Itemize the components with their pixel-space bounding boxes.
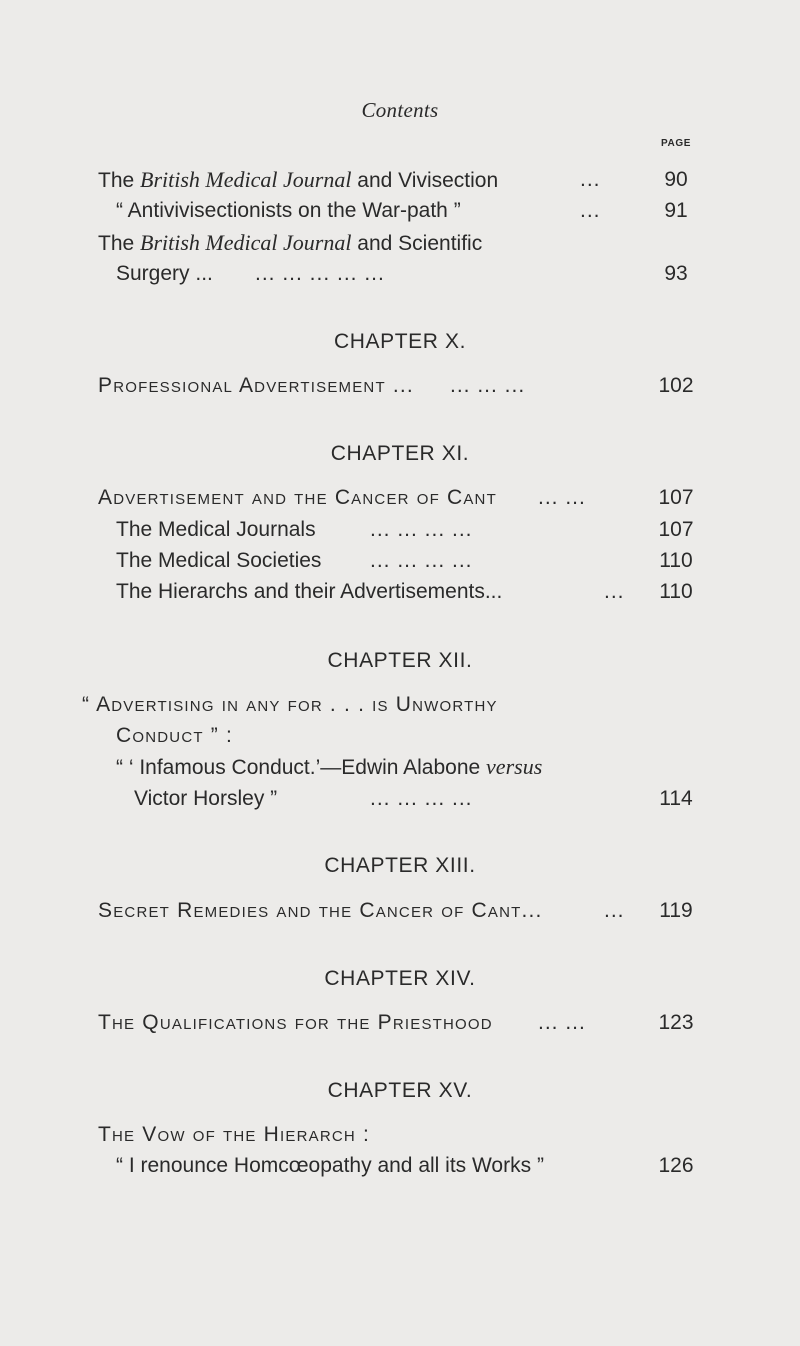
running-head: Contents	[361, 98, 439, 122]
page-number: 107	[658, 486, 694, 509]
leader-dots: ...	[580, 168, 601, 191]
toc-entry-qualifications-priesthood: The Qualifications for the Priesthood	[98, 1011, 493, 1034]
toc-entry-medical-societies: The Medical Societies	[116, 549, 322, 572]
toc-entry-surgery: Surgery ...	[116, 262, 213, 285]
page-number: 93	[664, 262, 688, 285]
chapter-heading-xiii: CHAPTER XIII.	[324, 854, 476, 877]
page-number: 107	[658, 518, 694, 541]
page-number: 123	[658, 1011, 694, 1034]
toc-entry-professional-advertisement: Professional Advertisement ...	[98, 374, 414, 397]
page-number: 102	[658, 374, 694, 397]
leader-dots: ... ...	[538, 486, 586, 509]
page-column-label: PAGE	[661, 138, 691, 149]
toc-entry-bmj-surgery	[98, 230, 482, 257]
entry-text: and Scientific	[351, 232, 483, 255]
toc-entry-antivivisectionists: “ Antivivisectionists on the War-path ”	[116, 199, 461, 222]
leader-dots: ...	[604, 899, 625, 922]
toc-entry-advertisement-cancer: Advertisement and the Cancer of Cant	[98, 486, 497, 509]
toc-entry-conduct: Conduct ” :	[116, 724, 234, 747]
leader-dots: ... ...	[538, 1011, 586, 1034]
toc-entry-renounce-homoeopathy: “ I renounce Homcœopathy and all its Works ”	[116, 1154, 544, 1177]
entry-italic-word: versus	[486, 754, 543, 779]
chapter-heading-x: CHAPTER X.	[333, 330, 467, 353]
toc-entry-advertising-unworthy: “ Advertising in any for . . . is Unworthy	[82, 693, 498, 716]
leader-dots: ...	[604, 580, 625, 603]
page-number: 110	[659, 580, 693, 603]
chapter-heading-xii: CHAPTER XII.	[327, 649, 473, 672]
page-number: 90	[664, 168, 688, 191]
entry-text: The	[98, 232, 141, 255]
entry-text: The	[98, 169, 141, 192]
leader-dots: ... ... ...	[450, 374, 526, 397]
toc-entry-bmj-vivisection	[98, 167, 498, 194]
leader-dots: ... ... ... ...	[370, 549, 473, 572]
toc-entry-hierarchs-advertisements: The Hierarchs and their Advertisements...	[116, 580, 503, 603]
page-number: 91	[664, 199, 688, 222]
page-number: 110	[659, 549, 693, 572]
chapter-heading-xv: CHAPTER XV.	[327, 1079, 473, 1102]
entry-italic-title: British Medical Journal	[140, 167, 352, 192]
entry-italic-title: British Medical Journal	[140, 230, 352, 255]
page-number: 126	[658, 1154, 694, 1177]
entry-text: and Vivisection	[351, 169, 499, 192]
chapter-heading-xi: CHAPTER XI.	[330, 442, 470, 465]
leader-dots: ... ... ... ...	[370, 518, 473, 541]
toc-entry-vow-hierarch: The Vow of the Hierarch :	[98, 1123, 371, 1146]
toc-entry-medical-journals: The Medical Journals	[116, 518, 316, 541]
page-number: 114	[659, 787, 693, 810]
leader-dots: ... ... ... ... ...	[255, 262, 385, 285]
toc-entry-secret-remedies: Secret Remedies and the Cancer of Cant...	[98, 899, 543, 922]
toc-entry-victor-horsley: Victor Horsley ”	[134, 787, 278, 810]
toc-entry-infamous-conduct	[116, 754, 542, 781]
page-number: 119	[659, 899, 693, 922]
chapter-heading-xiv: CHAPTER XIV.	[324, 967, 476, 990]
leader-dots: ... ... ... ...	[370, 787, 473, 810]
leader-dots: ...	[580, 199, 601, 222]
entry-text: “ ‘ Infamous Conduct.’—Edwin Alabone	[116, 756, 487, 779]
